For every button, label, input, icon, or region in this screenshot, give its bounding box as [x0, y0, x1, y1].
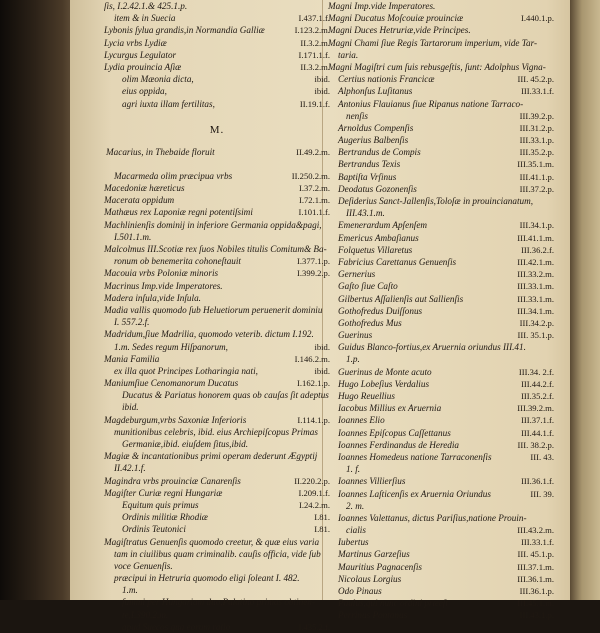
entry-text: agri iuxta illam fertilitas, — [122, 98, 215, 109]
entry-reference: III.33.1.f. — [521, 86, 554, 97]
entry-text: 2. m. — [346, 500, 365, 511]
index-entry — [104, 536, 330, 548]
entry-text: Magni Imp.vide Imperatores. — [328, 1, 436, 11]
index-entry — [328, 500, 554, 512]
entry-text: cialis — [346, 525, 366, 536]
entry-text: I.501.1.m. — [114, 231, 152, 242]
entry-reference: III.35.1.m. — [517, 159, 554, 170]
entry-reference: I.435.2.f. — [298, 621, 330, 632]
index-entry — [328, 451, 554, 463]
index-entry — [328, 305, 554, 317]
entry-text: Emenerardum Apſenſem — [338, 220, 428, 231]
entry-reference: III.39.2.m. — [517, 403, 554, 414]
entry-reference: III.44.2.f. — [521, 378, 554, 389]
entry-text: Gernerius — [338, 269, 376, 280]
index-entry — [328, 256, 554, 268]
entry-text: eius oppida, — [122, 86, 167, 97]
entry-text: Magni Duces Hetruriæ,vide Principes. — [328, 25, 471, 36]
entry-reference: III.45.1.m. — [517, 598, 554, 609]
index-entry — [328, 12, 554, 24]
entry-reference: II.250.2.m. — [291, 170, 330, 181]
index-entry — [328, 24, 554, 36]
section-heading: M. — [209, 123, 225, 136]
index-entry — [104, 401, 330, 413]
index-entry — [328, 49, 554, 61]
entry-text: Macerata oppidum — [104, 195, 175, 206]
entry-reference: I.24.2.m. — [298, 499, 330, 510]
entry-reference: III.36.2.f. — [521, 244, 554, 255]
entry-text: præcipui in Hetruria quomodo eligi ſoleant I. 482. — [114, 573, 300, 584]
index-entry — [328, 341, 554, 353]
entry-text: 1.m. — [122, 585, 138, 596]
entry-text: Alphonſus Luſitanus — [338, 86, 413, 97]
entry-reference: III.42.1.m. — [517, 256, 554, 267]
index-entry — [104, 255, 330, 267]
entry-reference: III.33.2.m. — [517, 269, 554, 280]
entry-text: Bertrandus de Compis — [338, 147, 421, 158]
entry-reference: I.146.2.m. — [294, 353, 330, 364]
index-entry — [104, 98, 330, 110]
index-entry — [104, 353, 330, 365]
index-entry — [328, 122, 554, 134]
entry-text: munitionibus celebris, ibid. eius Archiepiſcopus Primas — [114, 426, 318, 437]
entry-reference: III.34.1.m. — [517, 305, 554, 316]
index-entry — [104, 49, 330, 61]
entry-text: ſis, I.2.42.1.& 425.1.p. — [104, 1, 188, 11]
index-entry — [104, 182, 330, 194]
entry-text: Iubertus — [338, 537, 369, 548]
entry-reference: III.39.2.p. — [519, 110, 554, 121]
index-entry — [328, 353, 554, 365]
index-entry — [328, 524, 554, 536]
index-column-left — [104, 0, 330, 633]
entry-text: Gilbertus Aſſalienſis aut Sallienſis — [338, 293, 464, 304]
index-entry — [104, 219, 330, 231]
entry-text: Ioannes Elio — [338, 415, 385, 426]
entry-reference: I.437.1.f. — [298, 13, 330, 24]
entry-text: Madera inſula,vide Inſula. — [104, 292, 201, 303]
index-entry — [104, 365, 330, 377]
index-entry — [328, 597, 554, 609]
index-entry — [104, 426, 330, 438]
entry-text: Gothofredus Mus — [338, 317, 402, 328]
entry-reference: III.44.1.f. — [521, 427, 554, 438]
index-entry — [104, 414, 330, 426]
entry-reference: I.209.1.f. — [298, 487, 330, 498]
index-entry — [328, 317, 554, 329]
entry-text: Madia vallis quomodo ſub Heluetiorum peruenerit dominiu — [104, 304, 323, 315]
entry-reference: I.72.1.m. — [298, 195, 330, 206]
index-entry — [328, 268, 554, 280]
index-entry — [328, 548, 554, 560]
entry-text: olim Mæonia dicta, — [122, 74, 194, 85]
entry-text: Macarmeda olim præcipua vrbs — [114, 170, 233, 181]
index-entry — [328, 280, 554, 292]
entry-text: Guidus Blanco-fortius,ex Aruernia oriundus III.41. — [338, 342, 526, 353]
entry-text: Magiſter Curiæ regni Hungariæ — [104, 487, 223, 498]
index-entry — [328, 561, 554, 573]
index-entry — [328, 329, 554, 341]
index-entry — [328, 536, 554, 548]
entry-reference: I.81. — [314, 524, 330, 535]
entry-reference: III. 45.2.p. — [517, 74, 554, 85]
entry-reference: III. 38.2.p. — [517, 439, 554, 450]
book-page — [70, 0, 588, 632]
entry-text: Baptiſta Vrſinus — [338, 171, 397, 182]
index-entry — [104, 596, 330, 608]
entry-text: ex illa quot Principes Lotharingia nati, — [114, 365, 258, 376]
entry-text: 1.m. Sedes regum Hiſpanorum, — [114, 341, 228, 352]
index-column-right — [328, 0, 554, 622]
entry-reference: ibid. — [314, 86, 330, 97]
index-entry — [328, 585, 554, 597]
entry-text: Perrinus Pontanus — [338, 610, 408, 621]
index-entry — [328, 232, 554, 244]
index-entry — [104, 511, 330, 523]
entry-reference: III.35.2.f. — [521, 391, 554, 401]
entry-text: 1.p. — [346, 354, 360, 365]
book-spine-shadow — [0, 0, 78, 600]
entry-text: I. 557.2.f. — [114, 317, 150, 328]
entry-text: item & in Suecia — [114, 13, 176, 24]
index-entry — [328, 146, 554, 158]
index-entry — [104, 609, 330, 621]
entry-text: Guerinus — [338, 330, 373, 341]
entry-reference: II.19.1.f. — [299, 98, 330, 109]
entry-text: Deodatus Gozonenſis — [338, 183, 417, 194]
index-entry — [104, 206, 330, 218]
entry-reference: III.36.1.p. — [519, 586, 554, 596]
entry-reference: III. 43. — [530, 451, 554, 462]
index-entry — [104, 243, 330, 255]
index-entry — [104, 560, 330, 572]
entry-reference: I.162.1.p. — [297, 378, 330, 389]
entry-text: Mania Familia — [104, 353, 160, 364]
entry-reference: III.34. 2.f. — [518, 366, 554, 377]
index-entry — [328, 61, 554, 73]
entry-text: apud Suecos qua eorum ratio — [122, 621, 231, 632]
entry-text: Mauritius Pagnacenſis — [338, 561, 422, 572]
index-entry — [104, 37, 330, 49]
index-entry — [328, 390, 554, 402]
index-entry — [328, 512, 554, 524]
index-entry — [104, 24, 330, 36]
index-entry — [328, 158, 554, 170]
index-entry — [328, 609, 554, 621]
entry-reference: III.35.2.p. — [519, 147, 554, 158]
entry-text: Ioannes Homedeus natione Tarraconenſis — [338, 451, 492, 462]
index-entry — [104, 280, 330, 292]
index-entry — [104, 499, 330, 511]
index-entry — [328, 171, 554, 183]
index-entry — [104, 304, 330, 316]
index-entry — [104, 292, 330, 304]
entry-reference: I.101.1.f. — [298, 207, 330, 218]
index-entry — [104, 548, 330, 560]
index-entry — [104, 341, 330, 353]
index-entry — [104, 450, 330, 462]
entry-text: Ducatus & Pariatus honorem quas ob cauſas ſit adeptus — [122, 390, 329, 401]
index-entry — [328, 195, 554, 207]
entry-reference: ibid. — [314, 365, 330, 376]
entry-text-rest: Macarius, in Thebaide floruit — [106, 146, 215, 157]
index-entry — [104, 475, 330, 487]
entry-reference: I.123.2.m. — [294, 25, 330, 36]
entry-reference: II.3.2.m. — [300, 37, 330, 48]
index-entry — [328, 475, 554, 487]
entry-text: Mathæus rex Laponiæ regni potentiſsimi — [104, 207, 253, 218]
entry-reference: ibid. — [314, 74, 330, 85]
entry-text: Magdeburgum,vrbs Saxoniæ Inferioris — [104, 414, 247, 425]
entry-text: tam in ciuilibus quam criminalib. cauſis officia, vide ſub — [114, 548, 321, 559]
entry-text: Ioannes Villierſius — [338, 476, 406, 487]
entry-text: Machlinienſis dominij in inferiore Germania oppida&pagi, — [104, 219, 322, 230]
index-entry — [104, 377, 330, 389]
entry-text: Macrinus Imp.vide Imperatores. — [104, 280, 223, 291]
entry-text: Iacobus Millius ex Aruernia — [338, 403, 442, 414]
index-entry — [328, 402, 554, 414]
entry-text: Lydia prouincia Aſiæ — [104, 61, 182, 72]
entry-reference: III.43.2.m. — [517, 525, 554, 536]
entry-text: Certius nationis Francicæ — [338, 74, 435, 85]
entry-text: Hugo Reuellius — [338, 391, 395, 401]
entry-text: Lycia vrbs Lydiæ — [104, 37, 167, 48]
entry-text: II.42.1.f. — [114, 463, 146, 474]
index-entry — [328, 293, 554, 305]
entry-text: ſummi per Hungariam duo,Palatino primas obtinen- — [122, 597, 315, 608]
index-entry — [104, 61, 330, 73]
entry-text: Lybonis ſylua grandis,in Normandia Galliæ — [104, 25, 265, 36]
entry-text: Fabricius Carettanus Genuenſis — [338, 256, 457, 267]
index-entry — [328, 219, 554, 231]
entry-text: ronum ob benemerita cohoneſtauit — [114, 256, 241, 267]
entry-text: Malcolmus III.Scotiæ rex ſuos Nobiles titulis Comitum& Ba- — [104, 244, 327, 255]
entry-text: Paulus,qui nunc ordini præeſt — [338, 598, 448, 609]
index-entry — [104, 438, 330, 450]
entry-text: Magni Magiſtri cum ſuis rebusgeſtis, ſunt: Adolphus Vigna- — [328, 61, 546, 72]
facing-page-edge — [570, 0, 600, 600]
index-entry — [104, 328, 330, 340]
entry-text: Bertrandus Texis — [338, 159, 401, 170]
entry-reference: III.37.2.p. — [519, 183, 554, 194]
entry-text: Magiæ & incantationibus primi operam dederunt Ægyptij — [104, 451, 318, 462]
index-entry — [104, 523, 330, 535]
entry-text: Ioannes Laſticenſis ex Aruernia Oriundus — [338, 488, 491, 499]
index-entry — [328, 366, 554, 378]
entry-reference: II.49.2.m. — [296, 146, 330, 157]
entry-text: Arnoldus Compenſis — [338, 122, 414, 133]
entry-text: Madridum,ſiue Madrilia, quomodo veterib. dictum I.192. — [104, 329, 314, 340]
entry-reference: III.41.1.m. — [517, 232, 554, 243]
entry-reference: III.31.2.p. — [519, 122, 554, 133]
entry-reference: III.36.1.m. — [517, 573, 554, 584]
entry-text: Deſiderius Sanct-Jallenſis,Toloſæ in prouincianatum, — [338, 196, 534, 206]
index-entry — [104, 170, 330, 182]
entry-reference: III. 45.1.p. — [517, 549, 554, 560]
entry-reference: II.3.2.m. — [300, 61, 330, 72]
entry-text: 1. f. — [346, 464, 361, 475]
entry-text: Ioannes Valettanus, dictus Pariſius,natione Prouin- — [338, 512, 527, 523]
entry-text: Macedoniæ hæreticus — [104, 183, 185, 194]
index-entry — [328, 463, 554, 475]
entry-text: Guerinus de Monte acuto — [338, 366, 432, 377]
entry-text: voce Genuenſis. — [114, 560, 173, 571]
index-entry — [104, 12, 330, 24]
entry-reference: I.171.1.f. — [298, 49, 330, 60]
entry-text: nenſis — [346, 110, 368, 121]
index-entry — [328, 244, 554, 256]
entry-text: taria. — [338, 49, 359, 60]
entry-text — [104, 146, 215, 158]
entry-text: Hugo Lobeſius Verdalius — [338, 378, 430, 389]
entry-reference: III.33.1.f. — [521, 537, 554, 548]
entry-text: Ordinis militiæ Rhodiæ — [122, 512, 208, 523]
entry-reference: III.37.1.f. — [521, 415, 554, 426]
index-entry — [328, 0, 554, 12]
entry-text: Macouia vrbs Poloniæ minoris — [104, 268, 219, 279]
index-entry — [328, 183, 554, 195]
entry-reference: III.33.1.p. — [519, 135, 554, 146]
entry-text: Ioannes Epiſcopus Caſſettanus — [338, 427, 451, 438]
entry-text: te,I.390.2.m. — [122, 609, 169, 620]
index-entry — [104, 584, 330, 596]
index-entry — [328, 134, 554, 146]
entry-text: Augerius Balbenſis — [338, 135, 409, 146]
entry-text: III.43.1.m. — [346, 208, 385, 219]
entry-reference: III.36.1.f. — [521, 476, 554, 487]
entry-text: ibid. — [122, 402, 139, 413]
index-entry — [104, 267, 330, 279]
entry-reference: III. 39. — [530, 488, 554, 499]
entry-text: Magni Chami ſiue Regis Tartarorum imperium, vide Tar- — [328, 37, 538, 48]
entry-reference: III.33.1.m. — [517, 281, 554, 292]
entry-text: Magindra vrbs prouinciæ Canarenſis — [104, 475, 241, 486]
entry-text: Gaſto ſiue Caſto — [338, 281, 398, 292]
entry-reference: I.114.1.p. — [297, 414, 330, 425]
index-entry — [328, 85, 554, 97]
entry-text: Ioannes Ferdinandus de Heredia — [338, 439, 460, 450]
entry-reference: I.81. — [314, 512, 330, 523]
entry-text: Magiſtratus Genuenſis quomodo creetur, & quæ eius varia — [104, 536, 320, 547]
index-entry — [104, 146, 330, 170]
entry-reference: I.377.1.p. — [297, 256, 330, 267]
entry-reference: III.33.1.m. — [517, 293, 554, 304]
index-entry — [328, 488, 554, 500]
entry-text: Ordinis Teutonici — [122, 524, 186, 535]
entry-reference: II.220.2.p. — [294, 475, 330, 486]
entry-text: Nicolaus Lorgius — [338, 573, 402, 584]
index-entry — [328, 378, 554, 390]
entry-text: Emericus Ambaſianus — [338, 232, 419, 243]
index-entry — [104, 462, 330, 474]
index-entry — [104, 487, 330, 499]
entry-text: Martinus Garzeſius — [338, 549, 410, 560]
index-entry — [328, 207, 554, 219]
index-entry — [328, 73, 554, 85]
entry-reference: III.41.1.p. — [519, 171, 554, 182]
entry-reference: III.37.1.m. — [517, 561, 554, 572]
index-entry — [328, 98, 554, 110]
index-entry — [328, 439, 554, 451]
entry-text: Gothofredus Duiſſonus — [338, 305, 423, 316]
index-entry — [104, 85, 330, 97]
entry-text: Folquetus Villaretus — [338, 244, 413, 255]
entry-text: Magni Ducatus Moſcouiæ prouinciæ — [328, 13, 464, 24]
index-entry — [328, 427, 554, 439]
index-entry — [328, 110, 554, 122]
entry-reference: III. 35.1.p. — [517, 330, 554, 341]
index-entry — [104, 73, 330, 85]
entry-text: Antonius Flauianus ſiue Ripanus natione Tarraco- — [338, 98, 524, 109]
entry-text: Odo Pinaus — [338, 586, 382, 596]
entry-reference: III.34.1.p. — [519, 220, 554, 231]
index-entry — [328, 37, 554, 49]
entry-reference: I.440.1.p. — [521, 13, 554, 24]
entry-text: Lycurgus Legulator — [104, 49, 177, 60]
index-entry — [104, 231, 330, 243]
index-entry — [104, 389, 330, 401]
entry-reference: III.43.1.p. — [519, 610, 554, 621]
entry-reference: ibid. — [314, 341, 330, 352]
index-entry — [328, 414, 554, 426]
entry-text: Germaniæ,ibid. eiuſdem ſitus,ibid. — [122, 439, 249, 450]
index-entry — [104, 572, 330, 584]
entry-text: Equitum quis primus — [122, 499, 199, 510]
index-entry — [104, 194, 330, 206]
entry-reference: I.37.2.m. — [298, 183, 330, 194]
entry-text: Maniumſiue Cenomanorum Ducatus — [104, 378, 239, 389]
entry-reference: I.399.2.p. — [297, 268, 330, 279]
index-entry — [328, 573, 554, 585]
index-entry — [104, 316, 330, 328]
entry-reference: III.34.2.p. — [519, 317, 554, 328]
index-entry — [104, 0, 330, 12]
index-entry — [104, 621, 330, 633]
